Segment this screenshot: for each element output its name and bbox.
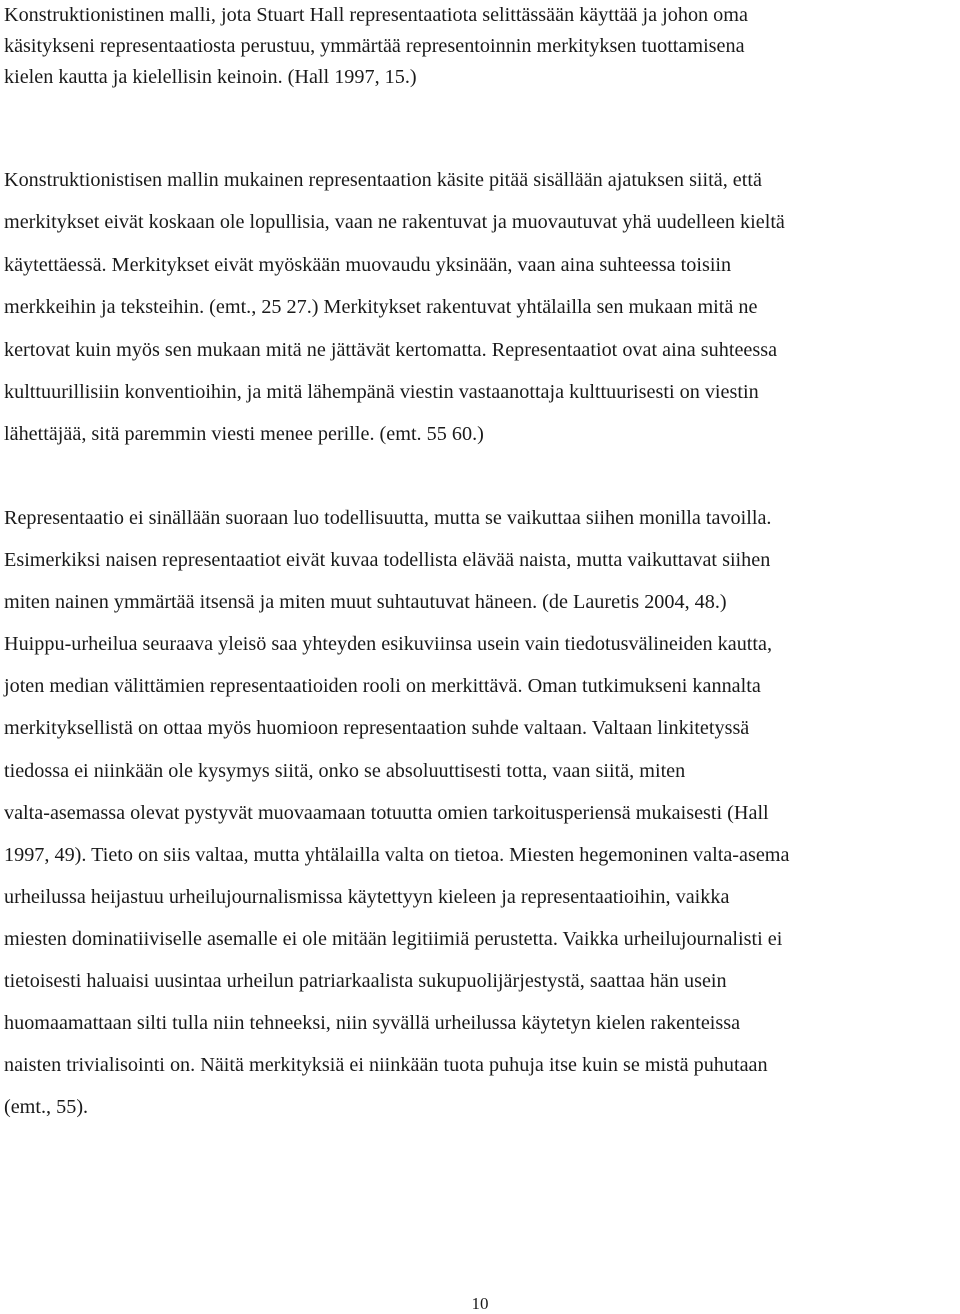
text-line: 1997, 49). Tieto on siis valtaa, mutta yhtälailla valta on tietoa. Miesten hegemoninen valta-asema [4, 843, 790, 866]
text-line: valta-asemassa olevat pystyvät muovaamaan totuutta omien tarkoitusperiensä mukaisesti (Hall [4, 801, 769, 824]
text-line: Konstruktionistisen mallin mukainen representaation käsite pitää sisällään ajatuksen siitä, että [4, 169, 762, 191]
text-line: miten nainen ymmärtää itsensä ja miten muut suhtautuvat häneen. (de Lauretis 2004, 48.) [4, 591, 727, 614]
text-line: kertovat kuin myös sen mukaan mitä ne jättävät kertomatta. Representaatiot ovat aina suhteessa [4, 338, 778, 361]
text-line: kulttuurillisiin konventioihin, ja mitä lähempänä viestin vastaanottaja kulttuurisesti on viestin [4, 380, 759, 403]
paragraph-2 [4, 159, 785, 456]
paragraph-3 [4, 497, 789, 1128]
text-line: miesten dominatiiviselle asemalle ei ole mitään legitiimiä perustetta. Vaikka urheilujournalisti ei [4, 927, 783, 950]
text-line: tiedossa ei niinkään ole kysymys siitä, onko se absoluuttisesti totta, vaan siitä, miten [4, 759, 686, 782]
paragraph-1 [4, 0, 748, 93]
text-line: Konstruktionistinen malli, jota Stuart Hall representaatiota selittässään käyttää ja johon oma [4, 4, 748, 26]
text-line: kielen kautta ja kielellisin keinoin. (Hall 1997, 15.) [4, 66, 417, 88]
text-line: lähettäjää, sitä paremmin viesti menee perille. (emt. 55 60.) [4, 423, 484, 446]
text-line: käsitykseni representaatiosta perustuu, ymmärtää representoinnin merkityksen tuottamisena [4, 35, 745, 57]
text-line: merkitykset eivät koskaan ole lopullisia, vaan ne rakentuvat ja muovautuvat yhä uudelleen kieltä [4, 211, 785, 234]
text-line: tietoisesti haluaisi uusintaa urheilun patriarkaalista sukupuolijärjestystä, saattaa hän usein [4, 970, 727, 993]
text-line: urheilussa heijastuu urheilujournalismissa käytettyyn kieleen ja representaatioihin, vaikka [4, 885, 730, 908]
text-line: Huippu-urheilua seuraava yleisö saa yhteyden esikuviinsa usein vain tiedotusvälineiden kautta, [4, 633, 773, 656]
text-line: naisten trivialisointi on. Näitä merkityksiä ei niinkään tuota puhuja itse kuin se mistä puhutaan [4, 1054, 768, 1077]
text-line: (emt., 55). [4, 1096, 89, 1119]
text-line: Representaatio ei sinällään suoraan luo todellisuutta, mutta se vaikuttaa siihen monilla tavoilla. [4, 507, 772, 529]
page-number: 10 [471, 1294, 489, 1313]
text-line: merkityksellistä on ottaa myös huomioon representaation suhde valtaan. Valtaan linkitetyssä [4, 717, 750, 740]
text-line: merkkeihin ja teksteihin. (emt., 25 27.) Merkitykset rakentuvat yhtälailla sen mukaan mitä ne [4, 296, 758, 319]
text-line: käytettäessä. Merkitykset eivät myöskään muovaudu yksinään, vaan aina suhteessa toisiin [4, 253, 732, 276]
text-line: huomaamattaan silti tulla niin tehneeksi, niin syvällä urheilussa käytetyn kielen rakenteissa [4, 1012, 741, 1035]
text-line: Esimerkiksi naisen representaatiot eivät kuvaa todellista elävää naista, mutta vaikuttavat siihen [4, 549, 771, 572]
text-line: joten median välittämien representaatioiden rooli on merkittävä. Oman tutkimukseni kannalta [4, 675, 761, 698]
